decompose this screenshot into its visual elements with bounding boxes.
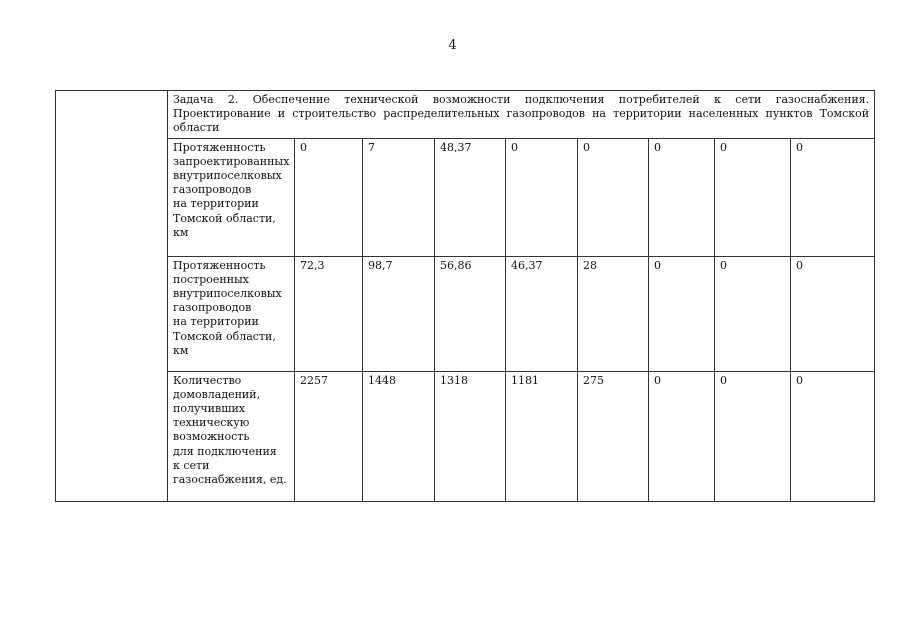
value-cell: 0 [715,371,791,501]
indicator-name [168,256,295,371]
table-row [56,371,875,501]
value-cell: 275 [578,371,649,501]
value-cell: 2257 [295,371,363,501]
task-description: Задача 2. Обеспечение технической возможности подключения потребителей к сети газоснабжения. Проектирование и строительство распределительных газопроводов на территории населенных пунктов Томской области [168,91,875,139]
value-cell: 0 [649,138,715,256]
value-cell: 0 [791,256,875,371]
table-row [56,138,875,256]
value-cell: 0 [715,138,791,256]
table-row [56,256,875,371]
indicator-name [168,138,295,256]
value-cell: 0 [791,371,875,501]
indicators-table [55,90,875,502]
value-cell: 0 [295,138,363,256]
value-cell: 0 [649,256,715,371]
value-cell: 0 [715,256,791,371]
value-cell: 98,7 [363,256,435,371]
value-cell: 1181 [506,371,578,501]
value-cell: 1448 [363,371,435,501]
value-cell: 1318 [435,371,506,501]
value-cell: 0 [578,138,649,256]
value-cell: 48,37 [435,138,506,256]
indicator-name [168,371,295,501]
task-row [56,91,875,139]
indicator-name-text: Протяженность запроектированных внутрипоселковых газопроводов на территории Томской области, км [173,140,290,239]
value-cell: 72,3 [295,256,363,371]
value-cell: 0 [791,138,875,256]
blank-left-cell [56,91,168,502]
value-cell: 46,37 [506,256,578,371]
value-cell: 7 [363,138,435,256]
indicator-name-text: Протяженность построенных внутрипоселковых газопроводов на территории Томской области, км [173,258,282,357]
value-cell: 0 [506,138,578,256]
indicator-name-text: Количество домовладений, получивших техническую возможность для подключения к сети газоснабжения, ед. [173,373,287,487]
page-number: 4 [448,38,457,53]
value-cell: 56,86 [435,256,506,371]
value-cell: 0 [649,371,715,501]
value-cell: 28 [578,256,649,371]
